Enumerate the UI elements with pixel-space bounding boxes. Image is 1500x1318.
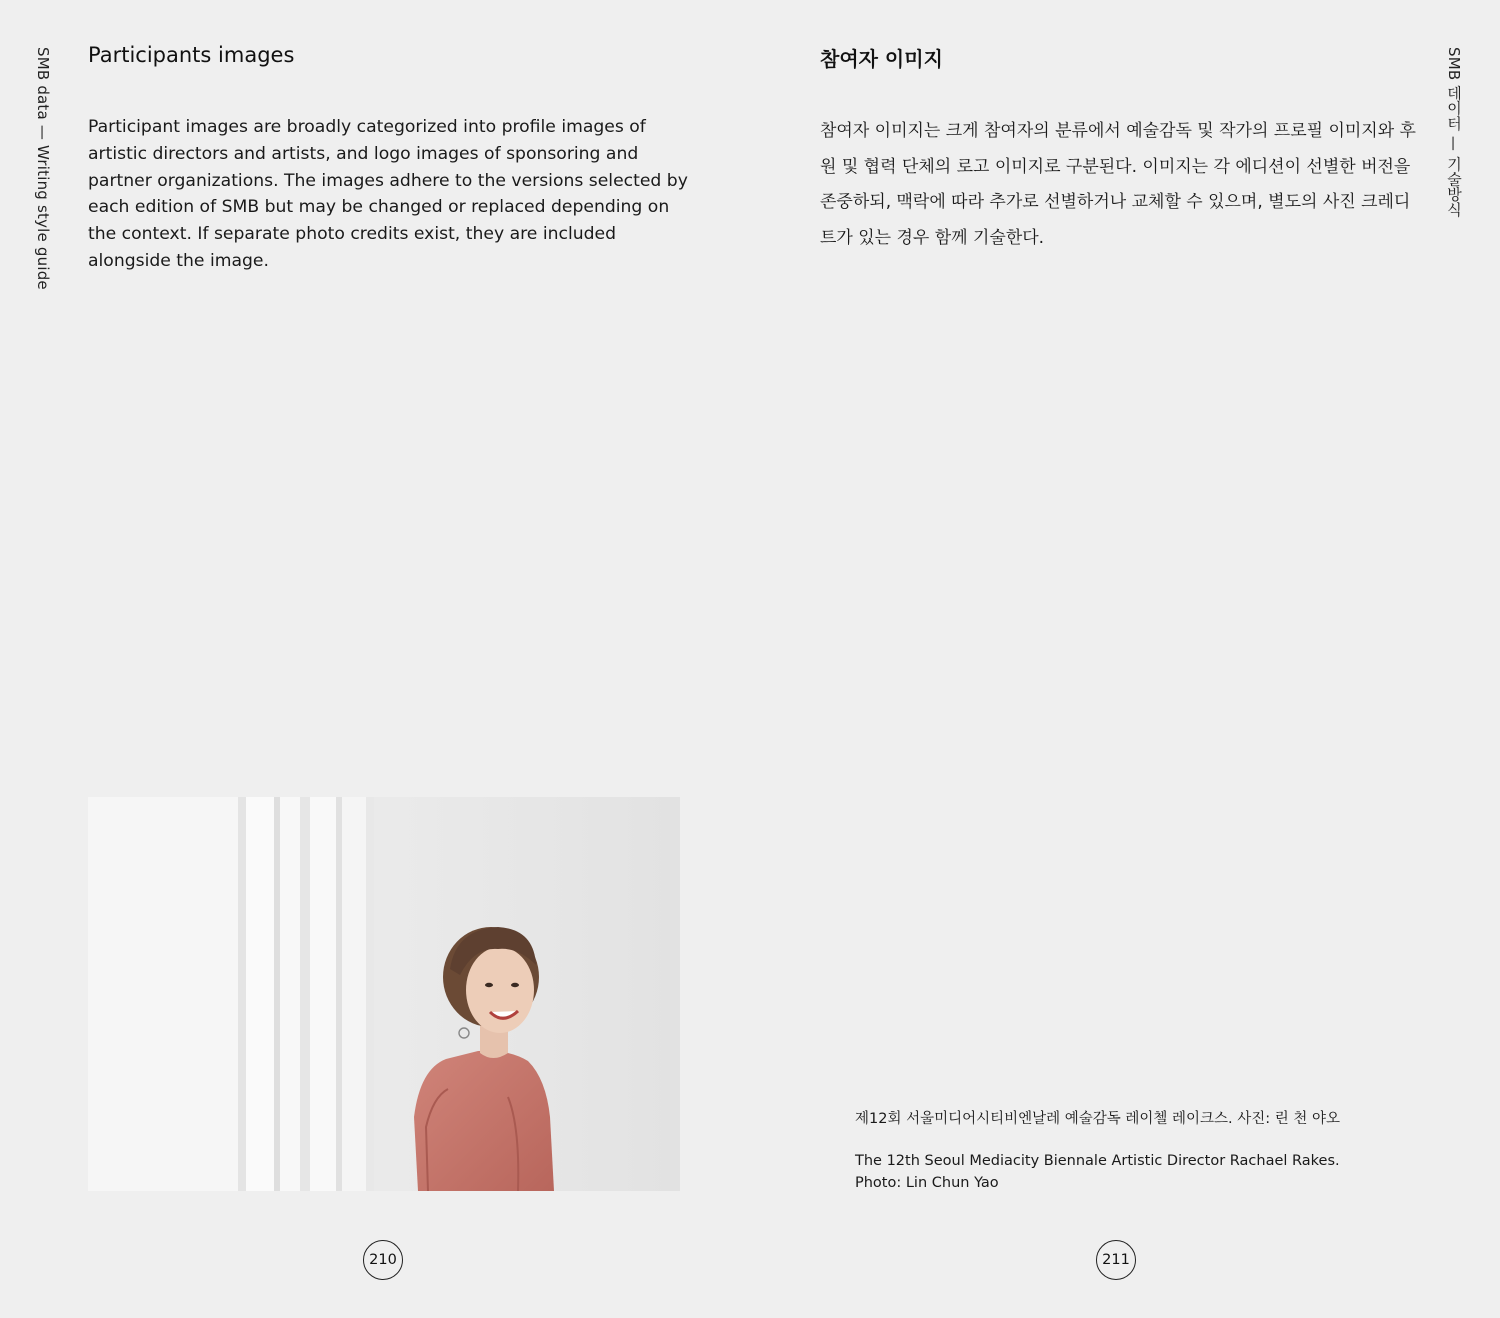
photo-caption-en-line1: The 12th Seoul Mediacity Biennale Artistic Director Rachael Rakes. bbox=[855, 1153, 1340, 1169]
body-text-en: Participant images are broadly categorized into profile images of artistic directors and artists, and logo images of sponsoring and partner organizations. The images adhere to the versions selected by each edition of SMB but may be changed or replaced depending on the context. If separate photo credits exist, they are included alongside the image. bbox=[88, 117, 688, 271]
photo-caption-en-credit: Photo: Lin Chun Yao bbox=[855, 1175, 999, 1191]
page-number-211: 211 bbox=[1096, 1240, 1136, 1280]
running-head-left: SMB data — Writing style guide bbox=[34, 47, 52, 290]
body-text-ko: 참여자 이미지는 크게 참여자의 분류에서 예술감독 및 작가의 프로필 이미지와 후원 및 협력 단체의 로고 이미지로 구분된다. 이미지는 각 에디션이 선별한 버전을 존중하되, 맥락에 따라 추가로 선별하거나 교체할 수 있으며, 별도의 사진 크레디트가 있는 경우 함께 기술한다. bbox=[820, 121, 1416, 248]
section-heading-en: Participants images bbox=[88, 43, 295, 67]
right-page bbox=[750, 0, 1500, 1318]
section-heading-ko: 참여자 이미지 bbox=[820, 47, 943, 71]
photo-caption-en bbox=[855, 1150, 1415, 1194]
portrait-photo bbox=[88, 797, 680, 1191]
photo-caption-ko: 제12회 서울미디어시티비엔날레 예술감독 레이첼 레이크스. 사진: 린 천 야오 bbox=[855, 1111, 1341, 1127]
running-head-right: SMB 데이터 — 기술방식 bbox=[1445, 47, 1463, 217]
page-number-210: 210 bbox=[363, 1240, 403, 1280]
